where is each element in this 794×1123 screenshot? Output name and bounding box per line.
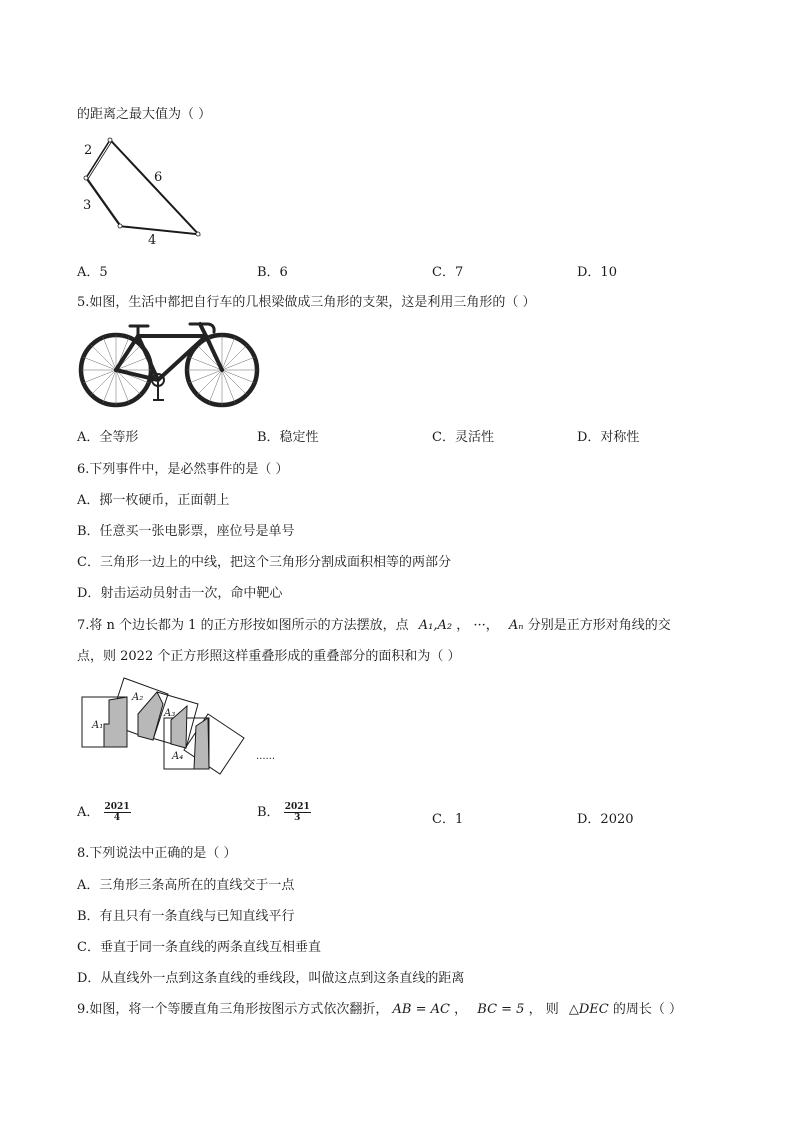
- label-a1: A₁: [92, 720, 104, 731]
- q7-stem-line2: 点，则 2022 个正方形照这样重叠形成的重叠部分的面积和为（ ）: [77, 649, 461, 664]
- q7-option-b-fraction: [284, 802, 311, 823]
- label-ellipsis: ......: [256, 751, 276, 762]
- q5-option-b: B．稳定性: [257, 430, 319, 445]
- q7-overlapping-squares-figure: [78, 676, 278, 776]
- q6-option-a: A．掷一枚硬币，正面朝上: [77, 493, 230, 508]
- bicycle-image: [78, 318, 260, 414]
- q5-option-a: A．全等形: [77, 430, 139, 445]
- q5-stem: 5.如图，生活中都把自行车的几根梁做成三角形的支架，这是利用三角形的（ ）: [77, 295, 536, 310]
- q7-stem-part-a: 7.将 n 个边长都为 1 的正方形按如图所示的方法摆放，点: [77, 618, 409, 633]
- q4-option-d: D．10: [577, 265, 617, 280]
- q7-stem-part-b: ， ···，: [456, 618, 499, 633]
- q8-option-d: D．从直线外一点到这条直线的垂线段，叫做这点到这条直线的距离: [77, 971, 465, 986]
- q6-stem: 6.下列事件中，是必然事件的是（ ）: [77, 462, 289, 477]
- q7-points-a1-a2: A₁,A₂: [418, 618, 453, 633]
- label-a2: A₂: [132, 692, 144, 703]
- q7-option-b-numerator: 2021: [284, 802, 310, 812]
- q7-stem-part-c: 分别是正方形对角线的交: [527, 618, 671, 633]
- q9-stem: [77, 998, 682, 1017]
- q4-option-c: C．7: [432, 265, 464, 280]
- q8-option-a: A．三角形三条高所在的直线交于一点: [77, 878, 295, 893]
- label-a3: A₃: [164, 708, 176, 719]
- q7-point-an: Aₙ: [508, 618, 524, 633]
- q9-sep-2: ， 则: [528, 1002, 559, 1017]
- q9-stem-part-a: 9.如图，将一个等腰直角三角形按图示方式依次翻折，: [77, 1002, 389, 1017]
- q6-option-d: D．射击运动员射击一次，命中靶心: [77, 586, 283, 601]
- q7-stem-line1: [77, 614, 671, 633]
- q4-stem-tail: 的距离之最大值为（ ）: [77, 107, 212, 122]
- q9-eq-bc: BC = 5: [477, 1002, 525, 1017]
- q7-option-d: D．2020: [577, 812, 634, 827]
- q7-option-a-numerator: 2021: [104, 802, 130, 812]
- label-side-2: 2: [84, 143, 93, 158]
- q6-option-b: B．任意买一张电影票，座位号是单号: [77, 524, 295, 539]
- q7-option-a-fraction: [104, 802, 131, 823]
- q7-option-b-denominator: 3: [294, 813, 301, 823]
- q9-eq-ab-ac: AB = AC: [392, 1002, 450, 1017]
- q4-option-b: B．6: [257, 265, 288, 280]
- q7-option-a-denominator: 4: [113, 813, 121, 823]
- q7-option-a: [77, 801, 131, 823]
- q9-sep-1: ，: [454, 1002, 468, 1017]
- q6-option-c: C．三角形一边上的中线，把这个三角形分割成面积相等的两部分: [77, 555, 451, 570]
- q7-option-b: [257, 801, 311, 823]
- q9-stem-part-b: 的周长（ ）: [612, 1002, 683, 1017]
- q4-option-a: A．5: [77, 265, 108, 280]
- q7-option-a-prefix: A．: [77, 805, 100, 820]
- label-side-6: 6: [154, 170, 163, 185]
- q8-option-b: B．有且只有一条直线与已知直线平行: [77, 909, 295, 924]
- q7-option-c: C．1: [432, 812, 464, 827]
- q8-stem: 8.下列说法中正确的是（ ）: [77, 846, 237, 861]
- label-side-4: 4: [148, 233, 157, 247]
- q8-option-c: C．垂直于同一条直线的两条直线互相垂直: [77, 940, 321, 955]
- q5-option-d: D．对称性: [577, 430, 640, 445]
- q7-option-b-prefix: B．: [257, 805, 280, 820]
- q9-triangle-dec: △DEC: [568, 1002, 609, 1017]
- label-side-3: 3: [83, 198, 92, 213]
- label-a4: A₄: [172, 751, 184, 762]
- q4-quadrilateral-figure: [78, 132, 218, 247]
- q5-option-c: C．灵活性: [432, 430, 494, 445]
